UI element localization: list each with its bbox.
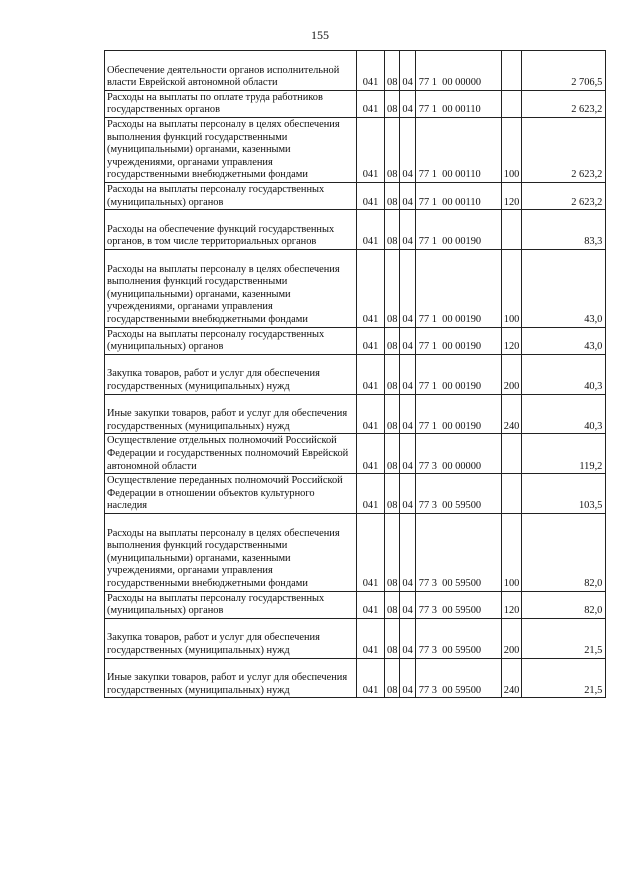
row-name-cell: Закупка товаров, работ и услуг для обеспечения государственных (муниципальных) нужд bbox=[105, 618, 357, 658]
table-row bbox=[105, 513, 606, 591]
budget-table-body bbox=[105, 51, 606, 698]
subsection-code-cell: 04 bbox=[400, 327, 415, 354]
table-row bbox=[105, 249, 606, 327]
expense-type-cell bbox=[501, 434, 522, 474]
target-article-cell: 77 1 00 00110 bbox=[415, 90, 501, 117]
table-row bbox=[105, 354, 606, 394]
table-row bbox=[105, 182, 606, 209]
table-row bbox=[105, 618, 606, 658]
target-article-cell: 77 3 00 59500 bbox=[415, 618, 501, 658]
subsection-code-cell: 04 bbox=[400, 117, 415, 182]
target-article-cell: 77 3 00 59500 bbox=[415, 658, 501, 698]
section-code-cell: 08 bbox=[385, 434, 400, 474]
ministry-code-cell: 041 bbox=[357, 618, 385, 658]
row-name-cell: Расходы на обеспечение функций государственных органов, в том числе территориальных органов bbox=[105, 210, 357, 250]
amount-cell: 21,5 bbox=[522, 618, 606, 658]
section-code-cell: 08 bbox=[385, 591, 400, 618]
section-code-cell: 08 bbox=[385, 327, 400, 354]
section-code-cell: 08 bbox=[385, 354, 400, 394]
amount-cell: 2 623,2 bbox=[522, 90, 606, 117]
row-name-cell: Расходы на выплаты персоналу государственных (муниципальных) органов bbox=[105, 182, 357, 209]
table-row bbox=[105, 51, 606, 91]
row-name-cell: Расходы на выплаты персоналу государственных (муниципальных) органов bbox=[105, 591, 357, 618]
expense-type-cell: 200 bbox=[501, 618, 522, 658]
amount-cell: 21,5 bbox=[522, 658, 606, 698]
amount-cell: 2 623,2 bbox=[522, 117, 606, 182]
expense-type-cell bbox=[501, 90, 522, 117]
expense-type-cell: 240 bbox=[501, 658, 522, 698]
ministry-code-cell: 041 bbox=[357, 354, 385, 394]
section-code-cell: 08 bbox=[385, 182, 400, 209]
expense-type-cell: 100 bbox=[501, 513, 522, 591]
amount-cell: 40,3 bbox=[522, 354, 606, 394]
expense-type-cell: 200 bbox=[501, 354, 522, 394]
ministry-code-cell: 041 bbox=[357, 658, 385, 698]
ministry-code-cell: 041 bbox=[357, 394, 385, 434]
expense-type-cell: 120 bbox=[501, 327, 522, 354]
table-row bbox=[105, 327, 606, 354]
table-row bbox=[105, 474, 606, 514]
amount-cell: 83,3 bbox=[522, 210, 606, 250]
ministry-code-cell: 041 bbox=[357, 210, 385, 250]
subsection-code-cell: 04 bbox=[400, 591, 415, 618]
amount-cell: 43,0 bbox=[522, 249, 606, 327]
target-article-cell: 77 3 00 59500 bbox=[415, 474, 501, 514]
subsection-code-cell: 04 bbox=[400, 513, 415, 591]
expense-type-cell: 120 bbox=[501, 591, 522, 618]
subsection-code-cell: 04 bbox=[400, 51, 415, 91]
row-name-cell: Расходы на выплаты персоналу в целях обеспечения выполнения функций государственными (муниципальными) органами, казенными учреждениями, органами управления государственными внебюджетными фондами bbox=[105, 117, 357, 182]
table-row bbox=[105, 90, 606, 117]
expense-type-cell bbox=[501, 210, 522, 250]
table-row bbox=[105, 658, 606, 698]
table-row bbox=[105, 210, 606, 250]
row-name-cell: Расходы на выплаты персоналу в целях обеспечения выполнения функций государственными (муниципальными) органами, казенными учреждениями, органами управления государственными внебюджетными фондами bbox=[105, 513, 357, 591]
ministry-code-cell: 041 bbox=[357, 434, 385, 474]
amount-cell: 2 623,2 bbox=[522, 182, 606, 209]
target-article-cell: 77 1 00 00190 bbox=[415, 354, 501, 394]
target-article-cell: 77 1 00 00190 bbox=[415, 394, 501, 434]
subsection-code-cell: 04 bbox=[400, 394, 415, 434]
ministry-code-cell: 041 bbox=[357, 591, 385, 618]
row-name-cell: Обеспечение деятельности органов исполнительной власти Еврейской автономной области bbox=[105, 51, 357, 91]
row-name-cell: Расходы на выплаты персоналу государственных (муниципальных) органов bbox=[105, 327, 357, 354]
section-code-cell: 08 bbox=[385, 513, 400, 591]
table-row bbox=[105, 591, 606, 618]
amount-cell: 82,0 bbox=[522, 591, 606, 618]
ministry-code-cell: 041 bbox=[357, 51, 385, 91]
section-code-cell: 08 bbox=[385, 51, 400, 91]
ministry-code-cell: 041 bbox=[357, 182, 385, 209]
section-code-cell: 08 bbox=[385, 474, 400, 514]
expense-type-cell: 120 bbox=[501, 182, 522, 209]
ministry-code-cell: 041 bbox=[357, 117, 385, 182]
ministry-code-cell: 041 bbox=[357, 513, 385, 591]
subsection-code-cell: 04 bbox=[400, 90, 415, 117]
subsection-code-cell: 04 bbox=[400, 182, 415, 209]
target-article-cell: 77 3 00 00000 bbox=[415, 434, 501, 474]
target-article-cell: 77 3 00 59500 bbox=[415, 513, 501, 591]
section-code-cell: 08 bbox=[385, 249, 400, 327]
row-name-cell: Осуществление отдельных полномочий Российской Федерации и государственных полномочий Еврейской автономной области bbox=[105, 434, 357, 474]
subsection-code-cell: 04 bbox=[400, 249, 415, 327]
amount-cell: 40,3 bbox=[522, 394, 606, 434]
subsection-code-cell: 04 bbox=[400, 618, 415, 658]
ministry-code-cell: 041 bbox=[357, 249, 385, 327]
target-article-cell: 77 1 00 00190 bbox=[415, 249, 501, 327]
table-row bbox=[105, 394, 606, 434]
amount-cell: 43,0 bbox=[522, 327, 606, 354]
expense-type-cell bbox=[501, 51, 522, 91]
page-number: 155 bbox=[311, 28, 329, 42]
section-code-cell: 08 bbox=[385, 117, 400, 182]
subsection-code-cell: 04 bbox=[400, 354, 415, 394]
expense-type-cell: 240 bbox=[501, 394, 522, 434]
amount-cell: 103,5 bbox=[522, 474, 606, 514]
row-name-cell: Иные закупки товаров, работ и услуг для обеспечения государственных (муниципальных) нужд bbox=[105, 658, 357, 698]
target-article-cell: 77 1 00 00000 bbox=[415, 51, 501, 91]
expense-type-cell: 100 bbox=[501, 249, 522, 327]
budget-table bbox=[104, 50, 606, 698]
section-code-cell: 08 bbox=[385, 394, 400, 434]
target-article-cell: 77 1 00 00110 bbox=[415, 117, 501, 182]
expense-type-cell bbox=[501, 474, 522, 514]
section-code-cell: 08 bbox=[385, 90, 400, 117]
target-article-cell: 77 1 00 00190 bbox=[415, 327, 501, 354]
row-name-cell: Расходы на выплаты персоналу в целях обеспечения выполнения функций государственными (муниципальными) органами, казенными учреждениями, органами управления государственными внебюджетными фондами bbox=[105, 249, 357, 327]
amount-cell: 82,0 bbox=[522, 513, 606, 591]
table-row bbox=[105, 434, 606, 474]
expense-type-cell: 100 bbox=[501, 117, 522, 182]
row-name-cell: Иные закупки товаров, работ и услуг для обеспечения государственных (муниципальных) нужд bbox=[105, 394, 357, 434]
ministry-code-cell: 041 bbox=[357, 90, 385, 117]
row-name-cell: Закупка товаров, работ и услуг для обеспечения государственных (муниципальных) нужд bbox=[105, 354, 357, 394]
subsection-code-cell: 04 bbox=[400, 210, 415, 250]
row-name-cell: Расходы на выплаты по оплате труда работников государственных органов bbox=[105, 90, 357, 117]
section-code-cell: 08 bbox=[385, 618, 400, 658]
section-code-cell: 08 bbox=[385, 658, 400, 698]
ministry-code-cell: 041 bbox=[357, 474, 385, 514]
subsection-code-cell: 04 bbox=[400, 474, 415, 514]
section-code-cell: 08 bbox=[385, 210, 400, 250]
amount-cell: 2 706,5 bbox=[522, 51, 606, 91]
subsection-code-cell: 04 bbox=[400, 434, 415, 474]
target-article-cell: 77 1 00 00190 bbox=[415, 210, 501, 250]
subsection-code-cell: 04 bbox=[400, 658, 415, 698]
target-article-cell: 77 3 00 59500 bbox=[415, 591, 501, 618]
ministry-code-cell: 041 bbox=[357, 327, 385, 354]
row-name-cell: Осуществление переданных полномочий Российской Федерации в отношении объектов культурного наследия bbox=[105, 474, 357, 514]
target-article-cell: 77 1 00 00110 bbox=[415, 182, 501, 209]
amount-cell: 119,2 bbox=[522, 434, 606, 474]
table-row bbox=[105, 117, 606, 182]
